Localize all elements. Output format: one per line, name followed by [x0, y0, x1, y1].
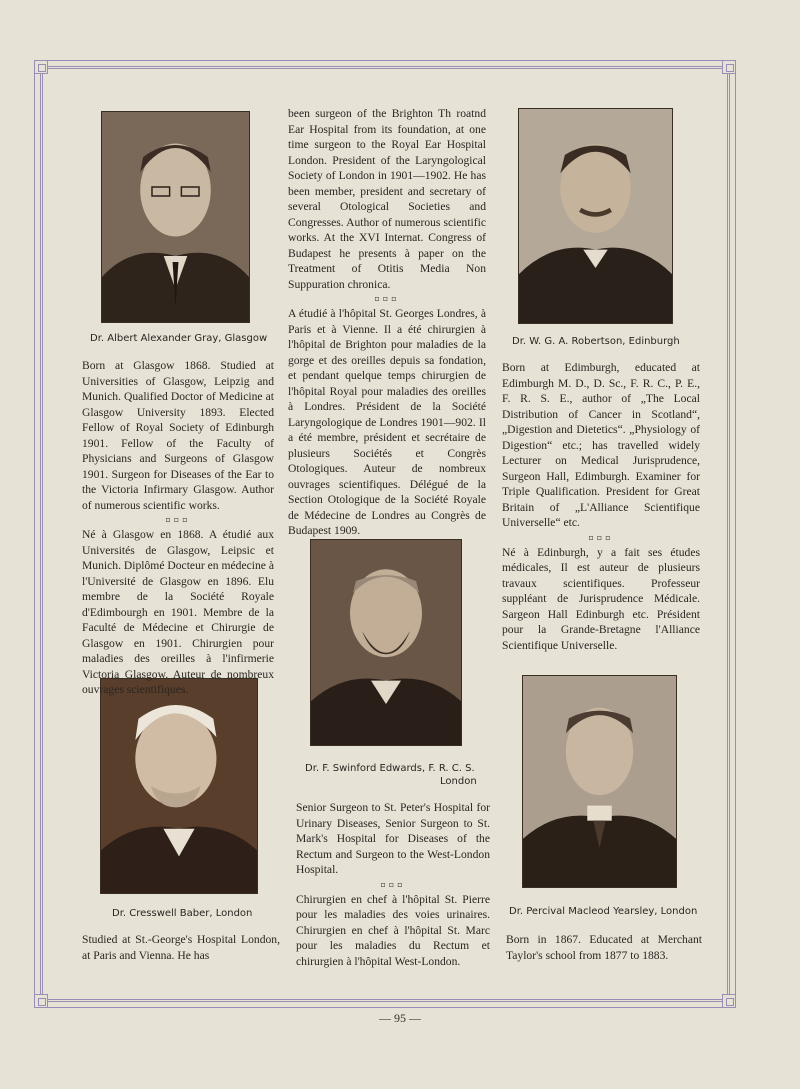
bio-baber-continued	[288, 106, 486, 539]
bio-robertson-french: Né à Edinburgh, y a fait ses études médicales, Il est auteur de plusieurs travaux scientifiques. Professeur suppléant de Jurisprudence Médicale. Sargeon Hall Edinburgh etc. Président pour la Grande-Bretagne l'Alliance Scientifique Universelle.	[502, 545, 700, 652]
frame-corner-ornament	[722, 60, 736, 74]
bio-edwards-french: Chirurgien en chef à l'hôpital St. Pierre pour les maladies des voies urinaires. Chirurgien en chef à l'hôpital St. Marc pour les maladies du Rectum et chirurgien à l'hôpital West-London.	[296, 892, 490, 968]
bio-edwards-english: Senior Surgeon to St. Peter's Hospital for Urinary Diseases, Senior Surgeon to St. Mark's Hospital for Diseases of the Rectum and Surgeon to the West-London Hospital.	[296, 801, 490, 876]
bio-robertson-english: Born at Edimburgh, educated at Edimburgh M. D., D. Sc., F. R. C., P. E., F. R. S. E., author of „The Local Distribution of Cancer in Scotland“, „Digestion and Dietetics“. „Physiology of Digestion“ etc.; has travelled widely Lecturer on Medical Jurisprudence, Surgeon Hall, Edimburgh. Examiner for Triple Qualification. President for Great Britain of „L'Alliance Scientifique Universelle“ etc.	[502, 361, 700, 529]
caption-baber: Dr. Cresswell Baber, London	[112, 908, 253, 919]
portrait-robertson	[518, 108, 673, 324]
section-separator: ▫▫▫	[374, 294, 400, 303]
bio-gray	[82, 358, 274, 698]
portrait-edwards	[310, 539, 462, 746]
portrait-baber	[100, 678, 258, 894]
frame-corner-ornament	[722, 994, 736, 1008]
bio-baber-english-cont: been surgeon of the Brighton Th roatnd Ear Hospital from its foundation, at one time surgeon to the Royal Ear Hospital London. President of the Laryngological Society of London in 1901—1902. He has been member, president and secretary of several Otological Societies and Congresses. Author of numerous scientific works. At the XVI Internat. Congress of Budapest he presents à paper on the Treatment of Otitis Media Non Suppuration chronica.	[288, 107, 486, 291]
bio-yearsley-english: Born in 1867. Educated at Merchant Taylor's school from 1877 to 1883.	[506, 933, 702, 962]
caption-robertson: Dr. W. G. A. Robertson, Edinburgh	[512, 336, 680, 347]
frame-corner-ornament	[34, 994, 48, 1008]
bio-gray-english: Born at Glasgow 1868. Studied at Universities of Glasgow, Leipzig and Munich. Qualified Doctor of Medicine at Glasgow University 1893. Elected Fellow of Royal Society of Edinburgh 1901. Fellow of the Faculty of Physicians and Surgeons of Glasgow 1901. Surgeon for Diseases of the Ear to the Victoria Infirmary Glasgow. Author of numerous scientific works.	[82, 359, 274, 512]
caption-gray: Dr. Albert Alexander Gray, Glasgow	[90, 333, 268, 344]
page-number: — 95 —	[379, 1011, 421, 1025]
section-separator: ▫▫▫	[165, 515, 191, 524]
bio-baber-french: A étudié à l'hôpital St. Georges Londres, à Paris et à Vienne. Il a été chirurgien à l'hôpital de Brighton pour maladies de la gorge et des oreilles depuis sa fondation, et pendant quelque temps chirurgien de l'hôpital Royal pour maladies des oreilles à Londres. Président de la Société Laryngologique de Londres 1901—902. Il a été membre, président et secrétaire de plusieurs Sociétés et Congrès Otologiques. Auteur de nombreux ouvrages scientifiques. Délégué de la Section Otologique de la Société Royale de Médecine de Londres au Congrès de Budapest 1909.	[288, 307, 486, 537]
caption-edwards-line1: Dr. F. Swinford Edwards, F. R. C. S.	[305, 763, 475, 774]
section-separator: ▫▫▫	[380, 879, 406, 889]
bio-baber-english: Studied at St.-George's Hospital London, at Paris and Vienna. He has	[82, 933, 280, 962]
section-separator: ▫▫▫	[588, 532, 614, 542]
bio-gray-french: Né à Glasgow en 1868. A étudié aux Universités de Glasgow, Leipsic et Munich. Diplômé Docteur en médecine à l'Université de Glasgow en 1896. Elu membre de la Société Royale d'Edimbourgh en 1901. Membre de la Faculté de Médecine et Chirurgie de Glasgow en 1901. Chirurgien pour maladies des oreilles à l'infirmerie Victoria Glasgow. Auteur de nombreux ouvrages scientifiques.	[82, 528, 274, 696]
caption-yearsley: Dr. Percival Macleod Yearsley, London	[509, 906, 698, 917]
caption-edwards-line2: London	[440, 776, 477, 787]
bio-edwards	[296, 800, 490, 969]
portrait-gray	[101, 111, 250, 323]
bio-robertson	[502, 360, 700, 653]
portrait-yearsley	[522, 675, 677, 888]
frame-corner-ornament	[34, 60, 48, 74]
